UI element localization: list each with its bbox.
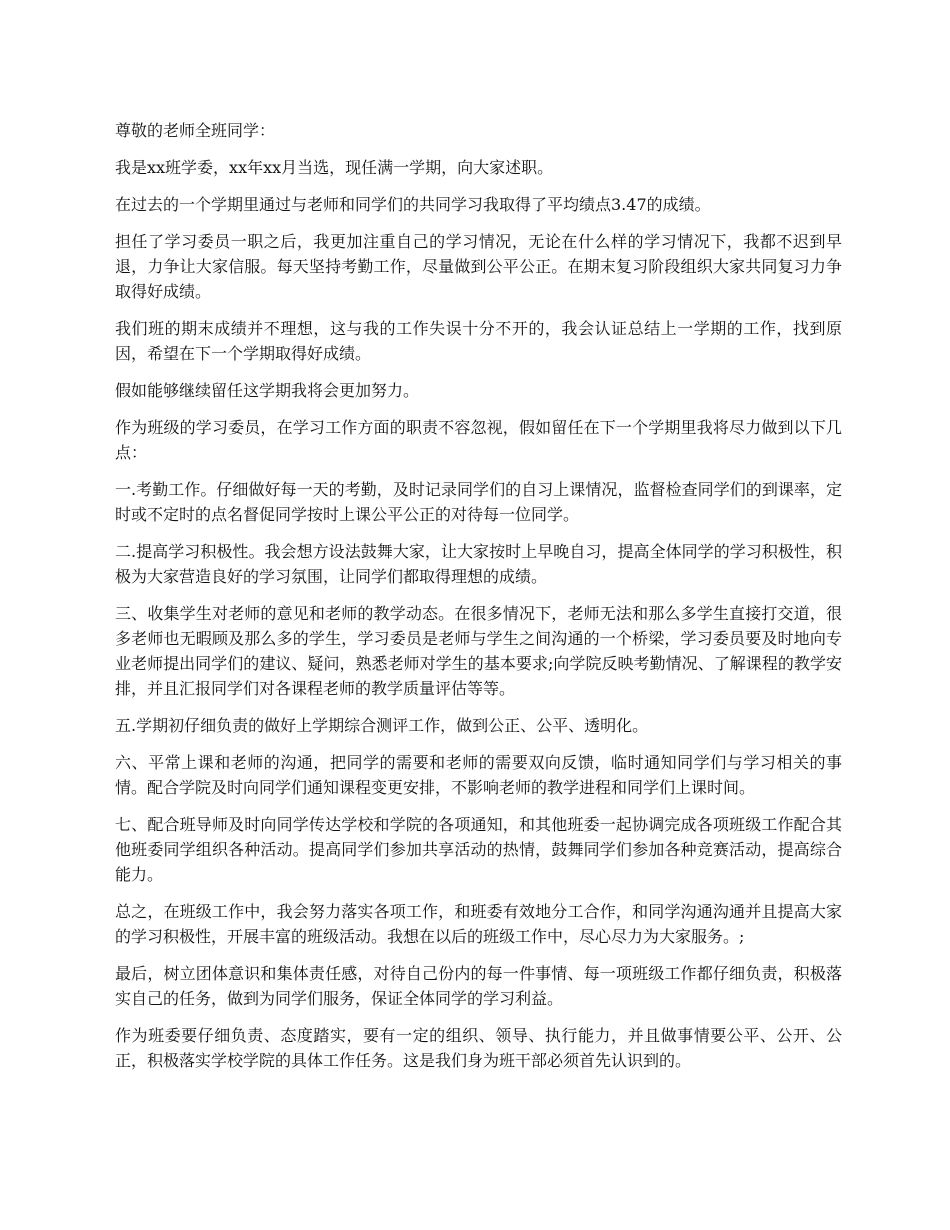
paragraph-point-6: 六、平常上课和老师的沟通，把同学的需要和老师的需要双向反馈，临时通知同学们与学习相关的事情。配合学院及时向同学们通知课程变更安排，不影响老师的教学进程和同学们上课时间。 [115,753,842,797]
paragraph-point-1: 一.考勤工作。仔细做好每一天的考勤，及时记录同学们的自习上课情况，监督检查同学们的到课率，定时或不定时的点名督促同学按时上课公平公正的对待每一位同学。 [115,480,842,524]
paragraph-closing: 作为班委要仔细负责、态度踏实，要有一定的组织、领导、执行能力，并且做事情要公平、公开、公正，积极落实学校学院的具体工作任务。这是我们身为班干部必须首先认识到的。 [115,1026,842,1070]
paragraph-plan-intro: 作为班级的学习委员，在学习工作方面的职责不容忽视，假如留任在下一个学期里我将尽力做到以下几点： [115,418,842,462]
paragraph-point-5: 五.学期初仔细负责的做好上学期综合测评工作，做到公正、公平、透明化。 [115,716,649,735]
salutation: 尊敬的老师全班同学： [115,121,276,140]
paragraph-intro: 我是xx班学委，xx年xx月当选，现任满一学期，向大家述职。 [115,158,554,177]
paragraph-point-2: 二.提高学习积极性。我会想方设法鼓舞大家，让大家按时上早晚自习，提高全体同学的学习积极性，积极为大家营造良好的学习氛围，让同学们都取得理想的成绩。 [115,542,842,586]
paragraph-duties: 担任了学习委员一职之后，我更加注重自己的学习情况，无论在什么样的学习情况下，我都不迟到早退，力争让大家信服。每天坚持考勤工作，尽量做到公平公正。在期末复习阶段组织大家共同复习力争取得好成绩。 [115,232,842,301]
document-body [115,118,842,1085]
paragraph-finally: 最后，树立团体意识和集体责任感，对待自己份内的每一件事情、每一项班级工作都仔细负责，积极落实自己的任务，做到为同学们服务，保证全体同学的学习利益。 [115,964,842,1008]
paragraph-point-3: 三、收集学生对老师的意见和老师的教学动态。在很多情况下，老师无法和那么多学生直接打交道，很多老师也无暇顾及那么多的学生，学习委员是老师与学生之间沟通的一个桥梁，学习委员要及时地向专业老师提出同学们的建议、疑问，熟悉老师对学生的基本要求;向学院反映考勤情况、了解课程的教学安排，并且汇报同学们对各课程老师的教学质量评估等等。 [115,604,842,698]
paragraph-summary: 总之，在班级工作中，我会努力落实各项工作，和班委有效地分工合作，和同学沟通沟通并且提高大家的学习积极性，开展丰富的班级活动。我想在以后的班级工作中，尽心尽力为大家服务。; [115,902,842,946]
paragraph-gpa: 在过去的一个学期里通过与老师和同学们的共同学习我取得了平均绩点3.47的成绩。 [115,195,711,214]
paragraph-results: 我们班的期末成绩并不理想，这与我的工作失误十分不开的，我会认证总结上一学期的工作，找到原因，希望在下一个学期取得好成绩。 [115,319,842,363]
paragraph-continue: 假如能够继续留任这学期我将会更加努力。 [115,381,420,400]
paragraph-point-7: 七、配合班导师及时向同学传达学校和学院的各项通知，和其他班委一起协调完成各项班级工作配合其他班委同学组织各种活动。提高同学们参加共享活动的热情，鼓舞同学们参加各种竞赛活动，提高综合能力。 [115,815,842,884]
